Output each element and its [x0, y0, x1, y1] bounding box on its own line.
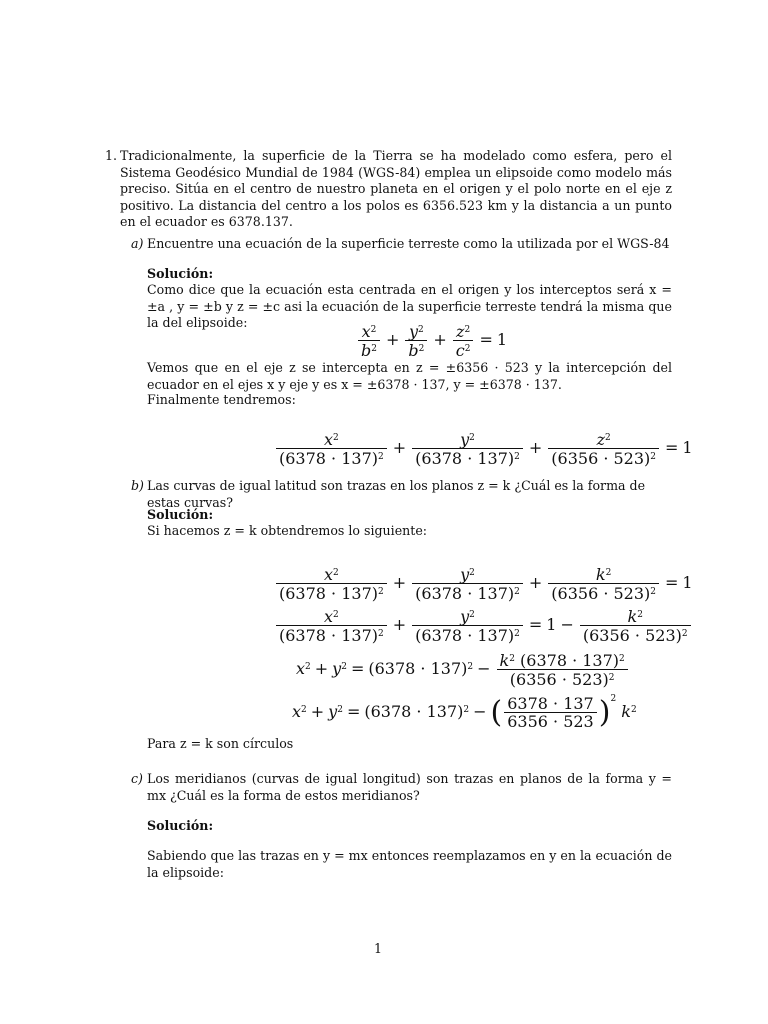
- part-b-label: b): [131, 478, 144, 493]
- part-b-para1: Si hacemos z = k obtendremos lo siguiente:: [147, 523, 428, 538]
- part-c-para1: Sabiendo que las trazas en y = mx entonces reemplazamos en y en la ecuación de la elipsoide:: [147, 848, 672, 880]
- part-a-para3: Finalmente tendremos:: [147, 392, 296, 407]
- wgs84-equation: $\frac{x^2}{(6378 \cdot 137)^2}$ + $\frac{y^2}{(6378 \cdot 137)^2}$ + $\frac{z^2}{(6356 \cdot 523)^2}$ = 1: [274, 430, 693, 467]
- part-a-question: Encuentre una ecuación de la superficie terreste como la utilizada por el WGS-84: [147, 236, 670, 251]
- part-b-conclusion: Para z = k son círculos: [147, 736, 294, 751]
- part-a-solution-heading: Solución:: [147, 266, 214, 281]
- latitude-equation-4: $x^2 + y^2 = (6378 \cdot 137)^2$ − ( $\frac{6378 \cdot 137}{6356 \cdot 523}$ )$^2$ $k^2$: [292, 694, 637, 731]
- part-a-label: a): [131, 236, 144, 251]
- part-a-para2: Vemos que en el eje z se intercepta en z = ±6356 · 523 y la intercepción del ecuador en el ejes x y eje y es x = ±6378 · 137, y = ±6378 · 137.: [147, 360, 672, 392]
- part-c-solution-heading: Solución:: [147, 818, 214, 833]
- page-number: 1: [374, 941, 383, 956]
- latitude-equation-2: $\frac{x^2}{(6378 \cdot 137)^2}$ + $\frac{y^2}{(6378 \cdot 137)^2}$ = 1 − $\frac{k^2}{(6356 \cdot 523)^2}$: [274, 607, 693, 644]
- problem-number: 1.: [105, 148, 118, 163]
- ellipsoid-general-equation: $\frac{x^2}{b^2}$ + $\frac{y^2}{b^2}$ + $\frac{z^2}{c^2}$ = 1: [356, 322, 507, 359]
- latitude-equation-3: $x^2 + y^2 = (6378 \cdot 137)^2$ − $\frac{k^2 (6378 \cdot 137)^2}{(6356 \cdot 523)^2}$: [296, 651, 630, 688]
- latitude-equation-1: $\frac{x^2}{(6378 \cdot 137)^2}$ + $\frac{y^2}{(6378 \cdot 137)^2}$ + $\frac{k^2}{(6356 \cdot 523)^2}$ = 1: [274, 565, 693, 602]
- problem-statement: Tradicionalmente, la superficie de la Tierra se ha modelado como esfera, pero el Sistema Geodésico Mundial de 1984 (WGS-84) emplea un elipsoide como modelo más preciso. Sitúa en el centro de nuestro planeta en el origen y el polo norte en el eje z positivo. La distancia del centro a los polos es 6356.523 km y la distancia a un punto en el ecuador es 6378.137.: [120, 148, 672, 229]
- part-c-label: c): [131, 771, 143, 786]
- part-b-solution-heading: Solución:: [147, 507, 214, 522]
- part-a-para1: Como dice que la ecuación esta centrada en el origen y los interceptos será x = ±a , y = ±b y z = ±c asi la ecuación de la superficie terreste tendrá la misma que la del elipsoide:: [147, 282, 672, 330]
- part-b-question: Las curvas de igual latitud son trazas en los planos z = k ¿Cuál es la forma de estas curvas?: [147, 478, 646, 510]
- part-c-question: Los meridianos (curvas de igual longitud) son trazas en planos de la forma y = mx ¿Cuál es la forma de estos meridianos?: [147, 771, 672, 803]
